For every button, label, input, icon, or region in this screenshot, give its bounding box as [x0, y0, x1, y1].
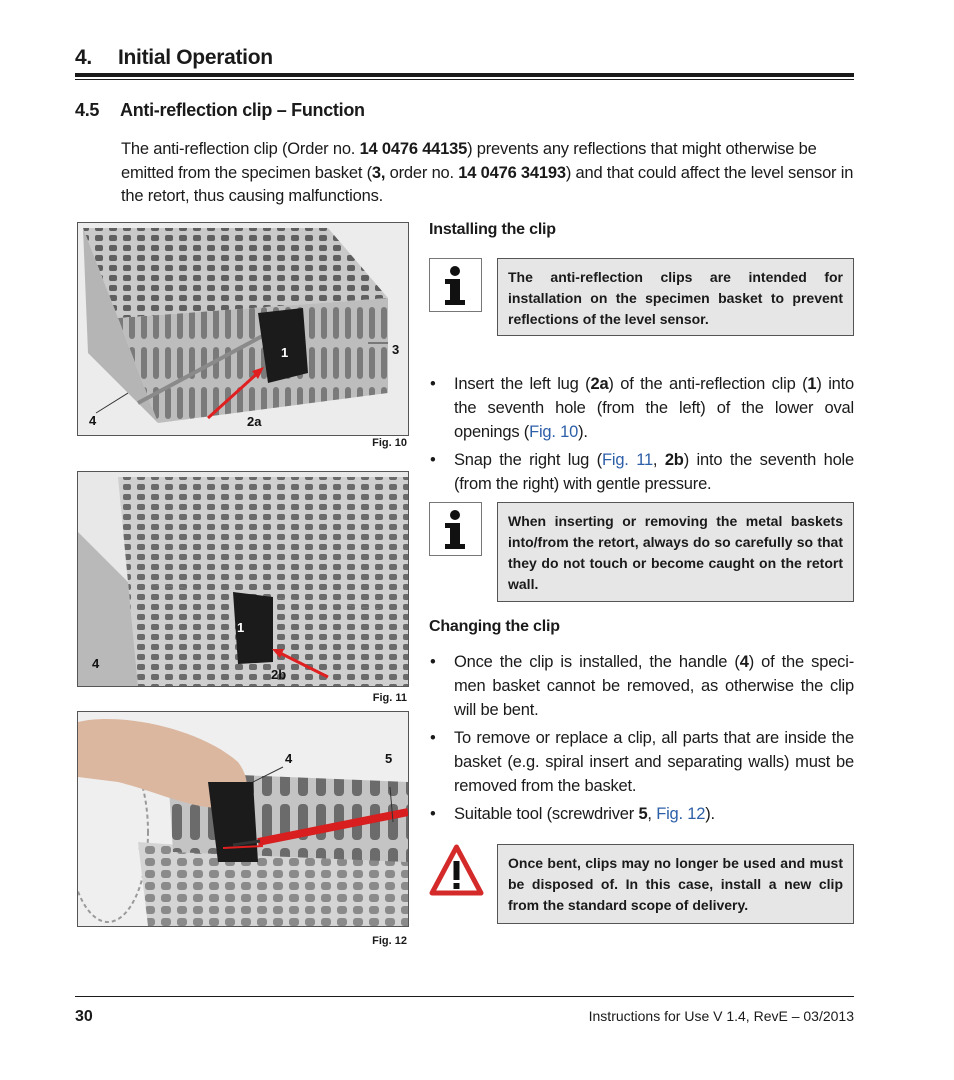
warning-icon-box [429, 844, 484, 896]
info-icon [430, 259, 481, 311]
callout-3: 3 [392, 342, 400, 357]
fig-12-link[interactable]: Fig. 12 [656, 805, 706, 823]
info-note-baskets: When inserting or removing the metal baskets into/from the retort, always do so carefully so that they do not touch or become caught on the retort wall. [497, 502, 854, 602]
figure-11-caption: Fig. 11 [372, 692, 407, 704]
fig-10-link[interactable]: Fig. 10 [529, 423, 579, 441]
info-icon-box [429, 258, 482, 312]
callout-2a: 2a [247, 414, 262, 429]
list-item: • Once the clip is installed, the handle (4) of the speci-men basket cannot be removed, as otherwise the clip will be bent. [430, 650, 854, 722]
basket-clip-installed-image [78, 223, 408, 435]
header-rule [75, 73, 854, 77]
header-rule-thin [75, 79, 854, 80]
chapter-number: 4. [75, 46, 92, 69]
callout-1: 1 [281, 345, 289, 360]
callout-5: 5 [385, 751, 393, 766]
section-title: Anti-reflection clip – Function [120, 100, 365, 120]
basket-clip-snapped-image [78, 472, 408, 686]
figure-12-caption: Fig. 12 [372, 935, 407, 947]
page-number: 30 [75, 1008, 93, 1025]
callout-4: 4 [285, 751, 293, 766]
chapter-heading [75, 46, 273, 70]
callout-2b: 2b [271, 667, 287, 682]
figure-10-photo [77, 222, 409, 436]
list-item: • Suitable tool (screwdriver 5, Fig. 12). [430, 802, 854, 826]
clip-removal-screwdriver-image [78, 712, 408, 926]
list-item: • To remove or replace a clip, all parts that are inside the basket (e.g. spiral insert and separating walls) must be removed from the basket. [430, 726, 854, 798]
warning-note: Once bent, clips may no longer be used and must be disposed of. In this case, install a new clip from the standard scope of delivery. [497, 844, 854, 924]
list-item: • Insert the left lug (2a) of the anti-reflection clip (1) into the seventh hole (from the left) of the lower oval openings (Fig. 10). [430, 372, 854, 444]
warning-icon [429, 844, 484, 896]
list-item: • Snap the right lug (Fig. 11, 2b) into the seventh hole (from the right) with gentle pressure. [430, 448, 854, 496]
intro-paragraph: The anti-reflection clip (Order no. 14 0476 44135) prevents any reflections that might otherwise be emitted from the specimen basket (3, order no. 14 0476 34193) and that could affect the level sensor in the retort, thus causing malfunctions. [121, 140, 854, 205]
figure-12-photo [77, 711, 409, 927]
info-icon [430, 503, 481, 555]
section-number: 4.5 [75, 100, 100, 120]
callout-4: 4 [92, 656, 100, 671]
figure-11-photo [77, 471, 409, 687]
info-icon-box [429, 502, 482, 556]
footer-document-info: Instructions for Use V 1.4, RevE – 03/2013 [588, 1008, 854, 1024]
info-note-clips: The anti-reflection clips are intended for installation on the specimen basket to prevent reflections of the level sensor. [497, 258, 854, 336]
installing-heading: Installing the clip [429, 221, 556, 238]
install-steps-list [430, 372, 854, 496]
change-steps-list [430, 650, 854, 826]
section-heading [75, 100, 365, 121]
figure-10-caption: Fig. 10 [372, 437, 407, 449]
changing-heading: Changing the clip [429, 618, 560, 635]
callout-1: 1 [237, 620, 245, 635]
callout-4: 4 [89, 413, 97, 428]
footer-rule [75, 996, 854, 997]
fig-11-link[interactable]: Fig. 11 [601, 451, 653, 469]
chapter-title: Initial Operation [118, 46, 273, 69]
